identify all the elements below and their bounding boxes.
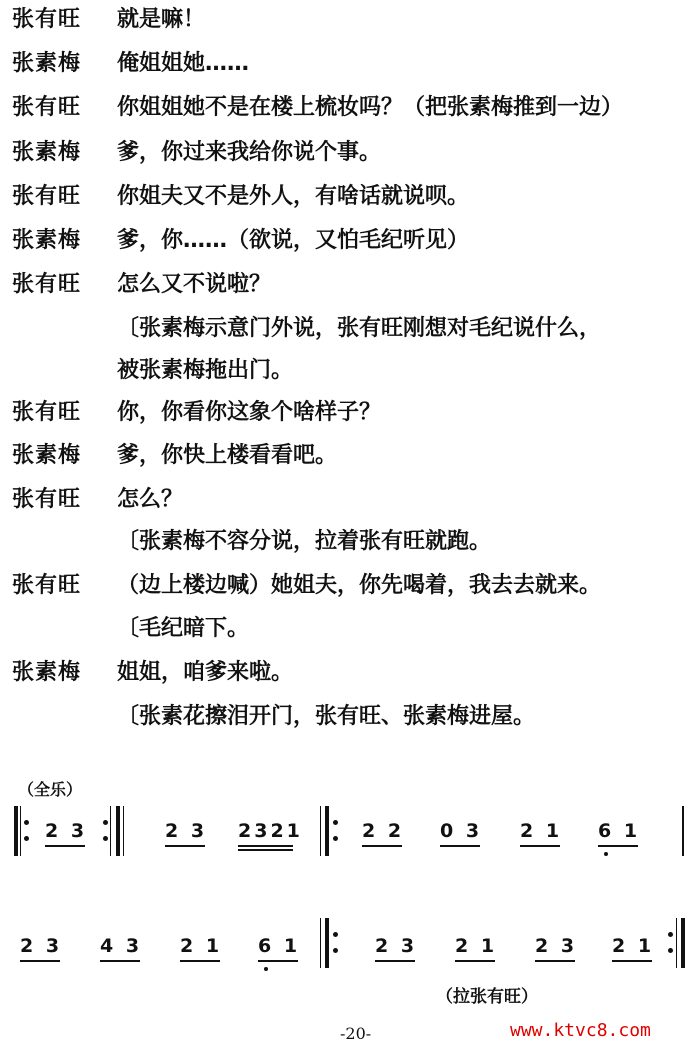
note-group: 6 1	[258, 935, 301, 957]
speaker-name: 张有旺	[12, 487, 82, 512]
underline-beam	[612, 960, 652, 962]
speaker-name: 张有旺	[12, 400, 82, 425]
thin-barline	[123, 806, 124, 856]
dialogue-text: 怎么？	[117, 487, 184, 512]
music-annotation: （拉张有旺）	[436, 987, 538, 1007]
thin-barline	[320, 918, 321, 968]
underline-beam	[165, 845, 205, 847]
note-group: 2 2	[362, 820, 405, 842]
speaker-name: 张有旺	[12, 272, 82, 297]
dialogue-text: 姐姐，咱爹来啦。	[117, 660, 294, 685]
repeat-start-barline	[325, 918, 329, 968]
dialogue-text: 你，你看你这象个啥样子？	[117, 400, 382, 425]
underline-beam	[535, 960, 575, 962]
thin-barline	[110, 806, 111, 856]
note-group: 2 3	[375, 935, 418, 957]
stage-direction-text: 〔张素梅示意门外说，张有旺刚想对毛纪说什么，	[117, 316, 602, 341]
repeat-dot	[333, 948, 338, 953]
speaker-name: 张素梅	[12, 660, 82, 685]
underline-beam	[238, 849, 293, 851]
thin-barline	[682, 806, 684, 856]
note-group: 6 1	[598, 820, 641, 842]
underline-beam	[180, 960, 220, 962]
repeat-dot	[24, 820, 29, 825]
note-group: 2 1	[520, 820, 563, 842]
dialogue-text: 你姐夫又不是外人，有啥话就说呗。	[117, 184, 470, 209]
speaker-name: 张有旺	[12, 7, 82, 32]
note-group: 2321	[238, 820, 303, 842]
note-group: 2 3	[165, 820, 208, 842]
music-section-label: （全乐）	[18, 780, 83, 799]
speaker-name: 张素梅	[12, 228, 82, 253]
speaker-name: 张素梅	[12, 51, 82, 76]
repeat-dot	[24, 836, 29, 841]
speaker-name: 张素梅	[12, 443, 82, 468]
stage-direction-text: 被张素梅拖出门。	[117, 358, 294, 383]
speaker-name: 张有旺	[12, 573, 82, 598]
speaker-name: 张有旺	[12, 95, 82, 120]
note-group: 2 3	[535, 935, 578, 957]
underline-beam	[520, 845, 560, 847]
dialogue-text: 俺姐姐她……	[117, 51, 250, 76]
thin-barline	[20, 806, 21, 856]
repeat-dot	[333, 932, 338, 937]
underline-beam	[362, 845, 402, 847]
thin-barline	[676, 918, 677, 968]
underline-beam	[375, 960, 415, 962]
speaker-name: 张有旺	[12, 184, 82, 209]
dialogue-text: 你姐姐她不是在楼上梳妆吗？（把张素梅推到一边）	[117, 95, 624, 120]
repeat-end-barline	[116, 806, 120, 856]
low-octave-dot	[604, 852, 608, 856]
stage-direction-text: 〔毛纪暗下。	[117, 616, 250, 641]
underline-beam	[45, 845, 85, 847]
repeat-dot	[668, 932, 673, 937]
underline-beam	[440, 845, 480, 847]
watermark: www.ktvc8.com	[510, 1020, 651, 1041]
stage-direction-text: 〔张素花擦泪开门，张有旺、张素梅进屋。	[117, 704, 536, 729]
dialogue-text: 怎么又不说啦？	[117, 272, 272, 297]
dialogue-text: （边上楼边喊）她姐夫，你先喝着，我去去就来。	[117, 573, 602, 598]
repeat-dot	[333, 836, 338, 841]
underline-beam	[258, 960, 298, 962]
repeat-dot	[668, 948, 673, 953]
page-number: -20-	[340, 1024, 372, 1043]
repeat-end-barline	[681, 918, 685, 968]
note-group: 0 3	[440, 820, 483, 842]
underline-beam	[238, 845, 293, 847]
low-octave-dot	[264, 967, 268, 971]
underline-beam	[455, 960, 495, 962]
note-group: 4 3	[100, 935, 143, 957]
note-group: 2 1	[180, 935, 223, 957]
repeat-dot	[103, 836, 108, 841]
underline-beam	[100, 960, 140, 962]
dialogue-text: 爹，你过来我给你说个事。	[117, 140, 382, 165]
note-group: 2 1	[612, 935, 655, 957]
repeat-dot	[103, 820, 108, 825]
repeat-start-barline	[14, 806, 18, 856]
repeat-dot	[333, 820, 338, 825]
note-group: 2 3	[20, 935, 63, 957]
note-group: 2 1	[455, 935, 498, 957]
stage-direction-text: 〔张素梅不容分说，拉着张有旺就跑。	[117, 529, 492, 554]
dialogue-text: 爹，你……（欲说，又怕毛纪听见）	[117, 228, 470, 253]
underline-beam	[20, 960, 60, 962]
note-group: 2 3	[45, 820, 88, 842]
underline-beam	[598, 845, 638, 847]
dialogue-text: 就是嘛！	[117, 7, 206, 32]
repeat-start-barline	[325, 806, 329, 856]
thin-barline	[320, 806, 321, 856]
dialogue-text: 爹，你快上楼看看吧。	[117, 443, 338, 468]
speaker-name: 张素梅	[12, 140, 82, 165]
